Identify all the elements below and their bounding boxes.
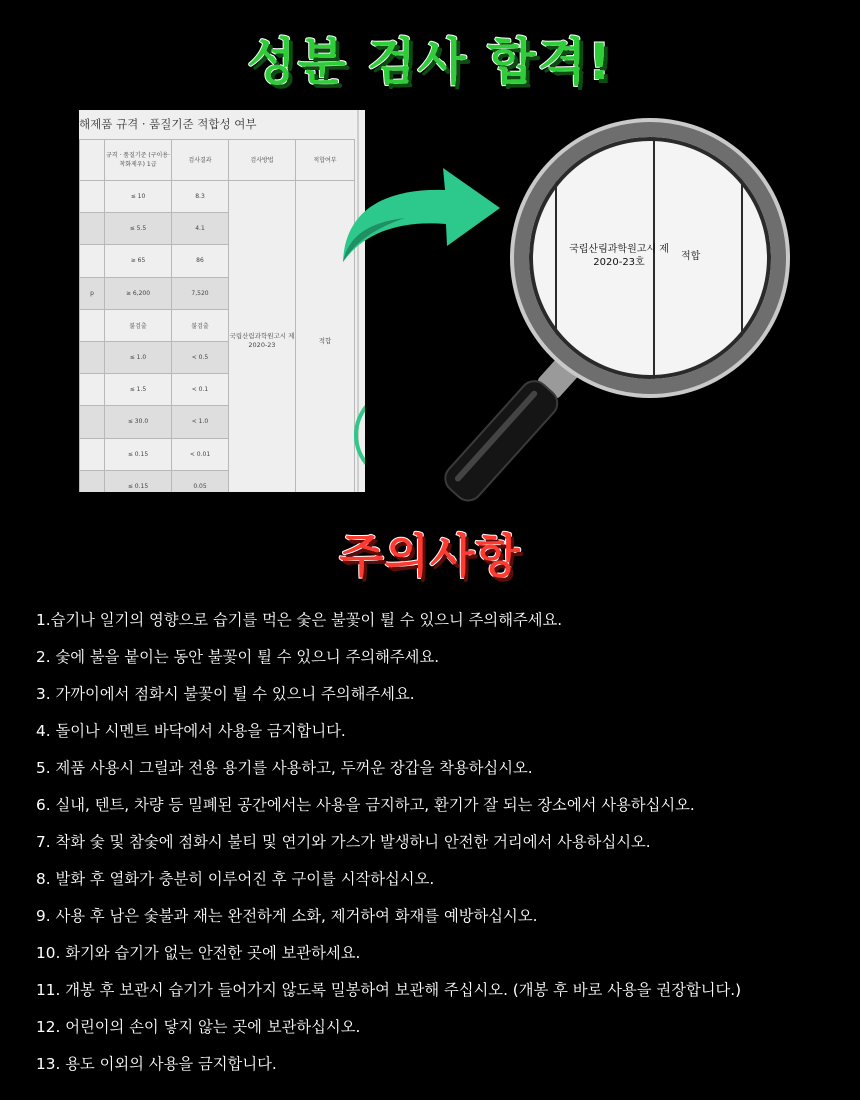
result-cell: < 0.1 xyxy=(172,374,229,406)
caution-item: 13. 용도 이외의 사용을 금지합니다. xyxy=(36,1055,277,1073)
document-header: 해제품 규격 · 품질기준 적합성 여부 xyxy=(79,117,257,131)
side-label: p xyxy=(80,277,105,309)
caution-item: 1.습기나 일기의 영향으로 습기를 먹은 숯은 불꽃이 튈 수 있으니 주의해주세요. xyxy=(36,611,563,629)
standard-cell: ≤ 1.5 xyxy=(105,374,172,406)
result-cell: 7,520 xyxy=(172,277,229,309)
standard-cell: ≤ 5.5 xyxy=(105,213,172,245)
column-standard: 규격 · 품질기준 (구이용·착화제우) 1급 xyxy=(105,140,172,181)
standard-cell: ≤ 0.15 xyxy=(105,470,172,492)
column-method: 검사방법 xyxy=(229,140,296,181)
magnifier-lens xyxy=(514,122,786,394)
standard-cell: ≥ 65 xyxy=(105,245,172,277)
result-cell: < 1.0 xyxy=(172,406,229,438)
caution-item: 2. 숯에 불을 붙이는 동안 불꽃이 튈 수 있으니 주의해주세요. xyxy=(36,648,440,666)
result-cell: 86 xyxy=(172,245,229,277)
standard-cell: ≥ 6,200 xyxy=(105,277,172,309)
caution-item: 5. 제품 사용시 그릴과 전용 용기를 사용하고, 두꺼운 장갑을 착용하십시오. xyxy=(36,759,533,777)
caution-item: 11. 개봉 후 보관시 습기가 들어가지 않도록 밀봉하여 보관해 주십시오. (개봉 후 바로 사용을 권장합니다.) xyxy=(36,981,742,999)
inspection-table xyxy=(79,139,355,492)
caution-item: 8. 발화 후 열화가 충분히 이루어진 후 구이를 시작하십시오. xyxy=(36,870,435,888)
caution-item: 4. 돌이나 시멘트 바닥에서 사용을 금지합니다. xyxy=(36,722,346,740)
result-cell: 8.3 xyxy=(172,181,229,213)
result-cell: 4.1 xyxy=(172,213,229,245)
caution-item: 3. 가까이에서 점화시 불꽃이 튈 수 있으니 주의해주세요. xyxy=(36,685,415,703)
column-result: 검사결과 xyxy=(172,140,229,181)
standard-cell: 불검출 xyxy=(105,309,172,341)
highlight-circle xyxy=(354,388,365,482)
magnified-conformity: 적합 xyxy=(681,251,701,262)
column-conformity: 적합여부 xyxy=(296,140,355,181)
caution-item: 6. 실내, 텐트, 차량 등 밀폐된 공간에서는 사용을 금지하고, 환기가 잘 되는 장소에서 사용하십시오. xyxy=(36,796,695,814)
standard-cell: ≤ 0.15 xyxy=(105,438,172,470)
caution-item: 12. 어린이의 손이 닿지 않는 곳에 보관하십시오. xyxy=(36,1018,361,1036)
inspection-document xyxy=(79,110,365,492)
curved-arrow-icon xyxy=(335,160,505,270)
caution-item: 10. 화기와 습기가 없는 안전한 곳에 보관하세요. xyxy=(36,944,361,962)
conformity-cell: 적합 xyxy=(296,181,355,493)
magnified-method: 국립산림과학원고시 제2020-23호 xyxy=(569,244,669,268)
result-cell: 0.05 xyxy=(172,470,229,492)
method-cell: 국립산림과학원고시 제2020-23 xyxy=(229,181,296,493)
standard-cell: ≤ 1.0 xyxy=(105,341,172,373)
table-row xyxy=(80,181,355,213)
result-cell: < 0.5 xyxy=(172,341,229,373)
caution-item: 7. 착화 숯 및 참숯에 점화시 불티 및 연기와 가스가 발생하니 안전한 거리에서 사용하십시오. xyxy=(36,833,651,851)
standard-cell: ≤ 10 xyxy=(105,181,172,213)
result-cell: < 0.01 xyxy=(172,438,229,470)
result-cell: 불검출 xyxy=(172,309,229,341)
caution-title: 주의사항 xyxy=(339,529,521,583)
caution-list xyxy=(36,608,836,1089)
caution-item: 9. 사용 후 남은 숯불과 재는 완전하게 소화, 제거하여 화재를 예방하십시오. xyxy=(36,907,538,925)
pass-title: 성분 검사 합격! xyxy=(247,33,613,91)
standard-cell: ≤ 30.0 xyxy=(105,406,172,438)
